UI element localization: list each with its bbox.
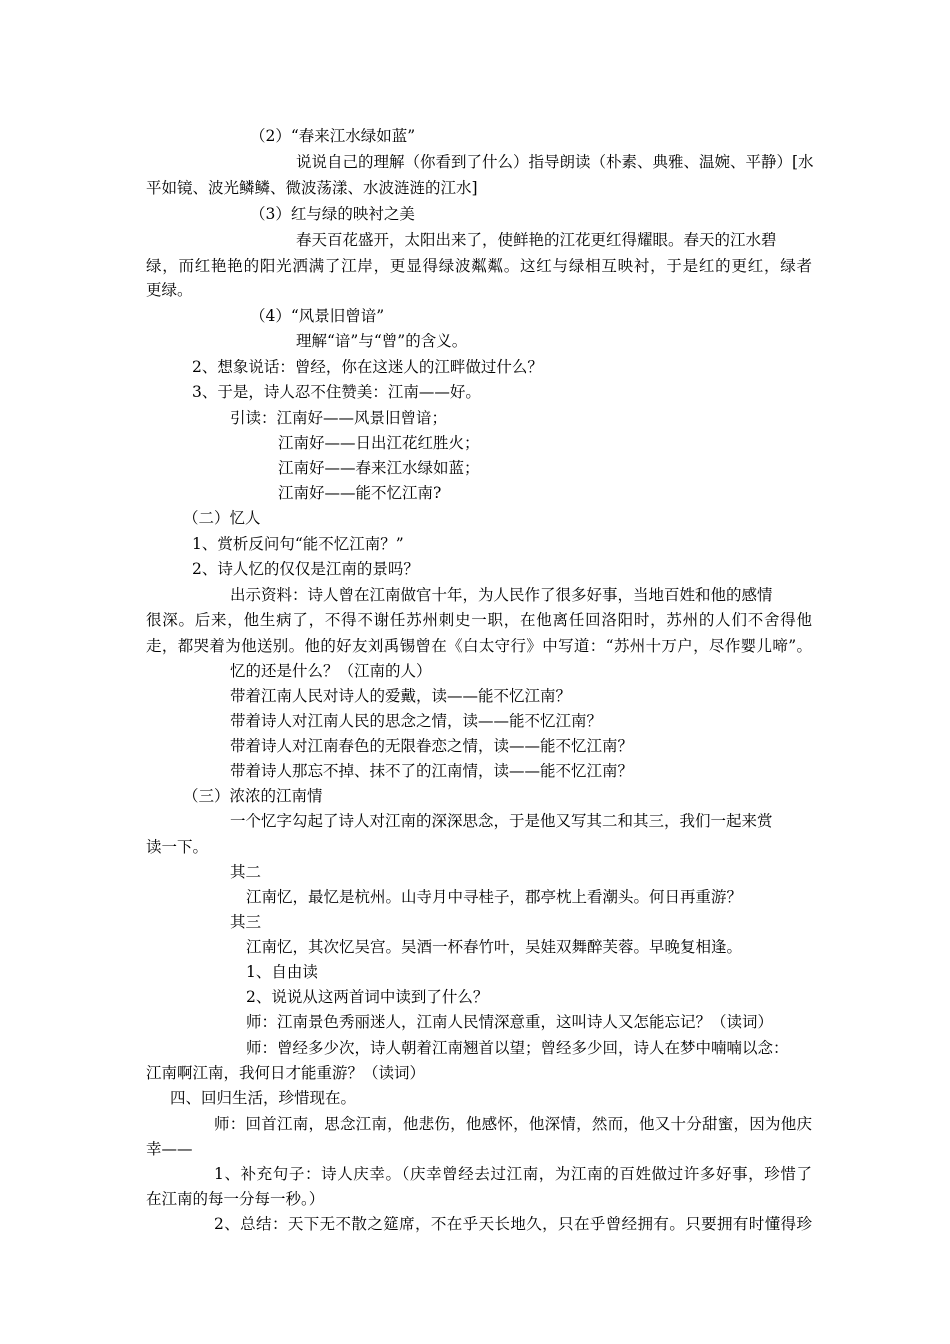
text-line: 引读：江南好——风景旧曾谙； — [230, 409, 448, 427]
poem-text: 江南忆，最忆是杭州。山寺月中寻桂子，郡亭枕上看潮头。何日再重游？ — [246, 888, 743, 906]
section-heading: 四、回归生活，珍惜现在。 — [170, 1089, 357, 1107]
text-line: 江南好——春来江水绿如蓝； — [278, 459, 480, 477]
text-line: 忆的还是什么？（江南的人） — [230, 662, 432, 680]
text-line: （2）“春来江水绿如蓝” — [250, 127, 416, 145]
poem-title: 其三 — [230, 913, 262, 931]
poem-text: 江南忆，其次忆吴宫。吴酒一杯春竹叶，吴娃双舞醉芙蓉。早晚复相逢。 — [246, 938, 743, 956]
text-line: 1、赏析反问句“能不忆江南？” — [192, 535, 404, 553]
text-line: 江南好——能不忆江南? — [278, 484, 442, 502]
section-heading: （三）浓浓的江南情 — [183, 787, 323, 805]
text-line: 2、说说从这两首词中读到了什么？ — [246, 988, 489, 1006]
text-line: 江南啊江南，我何日才能重游？（读词） — [146, 1064, 426, 1082]
poem-title: 其二 — [230, 863, 262, 881]
section-heading: （二）忆人 — [183, 509, 261, 527]
text-line: 春天百花盛开，太阳出来了，使鲜艳的江花更红得耀眼。春天的江水碧 — [296, 231, 777, 249]
text-line: 2、想象说话：曾经，你在这迷人的江畔做过什么？ — [192, 358, 543, 376]
text-line: 很深。后来，他生病了，不得不谢任苏州刺史一职，在他离任回洛阳时，苏州的人们不舍得他 — [146, 611, 812, 629]
text-line: 师：回首江南，思念江南，他悲伤，他感怀，他深情，然而，他又十分甜蜜，因为他庆 — [214, 1115, 812, 1133]
text-line: 带着诗人那忘不掉、抹不了的江南情，读——能不忆江南？ — [230, 762, 634, 780]
text-line: 说说自己的理解（你看到了什么）指导朗读（朴素、典雅、温婉、平静）[水 — [296, 153, 814, 171]
text-line: 读一下。 — [146, 838, 209, 856]
text-line: 平如镜、波光鳞鳞、微波荡漾、水波涟涟的江水] — [146, 179, 478, 197]
text-line: （3）红与绿的映衬之美 — [250, 205, 415, 223]
text-line: 一个忆字勾起了诗人对江南的深深思念，于是他又写其二和其三，我们一起来赏 — [230, 812, 773, 830]
text-line: 幸—— — [146, 1140, 193, 1158]
text-line: 1、补充句子：诗人庆幸。（庆幸曾经去过江南，为江南的百姓做过许多好事，珍惜了 — [214, 1165, 812, 1183]
text-line: 2、诗人忆的仅仅是江南的景吗？ — [192, 560, 419, 578]
text-line: 3、于是，诗人忍不住赞美：江南——好。 — [192, 383, 481, 401]
text-line: 1、自由读 — [246, 963, 318, 981]
text-line: （4）“风景旧曾谙” — [250, 307, 385, 325]
text-line: 2、总结：天下无不散之筵席，不在乎天长地久，只在乎曾经拥有。只要拥有时懂得珍 — [214, 1215, 812, 1233]
text-line: 在江南的每一分每一秒。） — [146, 1190, 325, 1208]
text-line: 带着江南人民对诗人的爱戴，读——能不忆江南？ — [230, 687, 572, 705]
text-line: 带着诗人对江南春色的无限眷恋之情，读——能不忆江南？ — [230, 737, 634, 755]
text-line: 带着诗人对江南人民的思念之情，读——能不忆江南？ — [230, 712, 603, 730]
text-line: 更绿。 — [146, 281, 193, 299]
text-line: 理解“谙”与“曾”的含义。 — [296, 332, 468, 350]
text-line: 江南好——日出江花红胜火； — [278, 434, 480, 452]
text-line: 师：江南景色秀丽迷人，江南人民情深意重，这叫诗人又怎能忘记？（读词） — [246, 1013, 774, 1031]
text-line: 师：曾经多少次，诗人朝着江南翘首以望；曾经多少回，诗人在梦中喃喃以念： — [246, 1039, 789, 1057]
text-line: 出示资料：诗人曾在江南做官十年，为人民作了很多好事，当地百姓和他的感情 — [230, 586, 773, 604]
text-line: 绿，而红艳艳的阳光洒满了江岸，更显得绿波粼粼。这红与绿相互映衬，于是红的更红，绿者 — [146, 257, 812, 275]
text-line: 走，都哭着为他送别。他的好友刘禹锡曾在《白太守行》中写道：“苏州十万户，尽作婴儿啼”。 — [146, 637, 812, 655]
